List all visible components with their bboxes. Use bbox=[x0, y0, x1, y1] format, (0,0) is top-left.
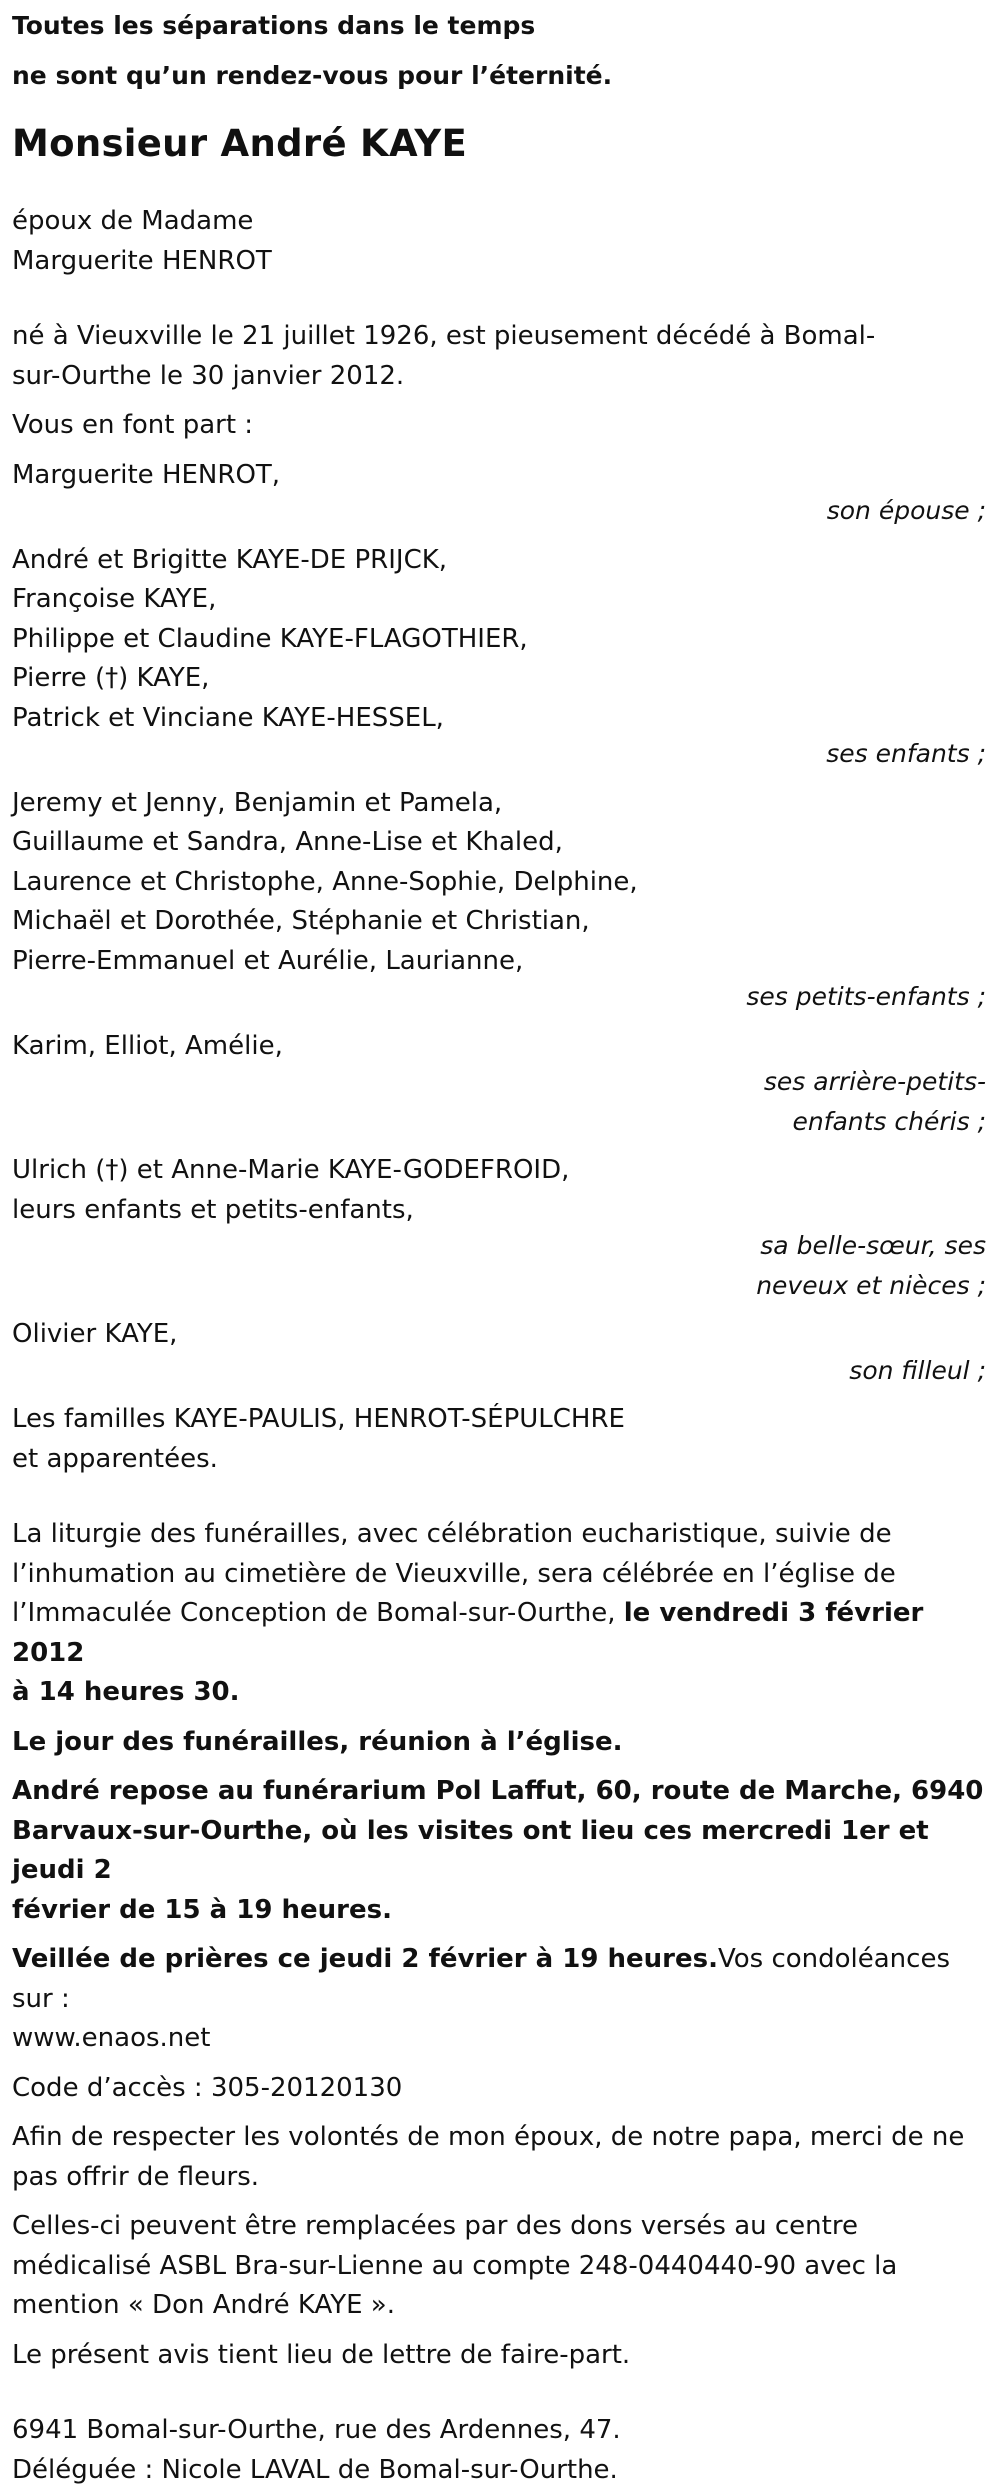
family-group-grandchildren bbox=[12, 784, 986, 1017]
flowers-info bbox=[12, 2118, 986, 2197]
family-group-wife bbox=[12, 456, 986, 531]
text-line: La liturgie des funérailles, avec célébration eucharistique, suivie de bbox=[12, 1515, 986, 1555]
text-line: Les familles KAYE-PAULIS, HENROT-SÉPULCHRE bbox=[12, 1400, 986, 1440]
text-line: février de 15 à 19 heures. bbox=[12, 1891, 986, 1931]
text-line: sur-Ourthe le 30 janvier 2012. bbox=[12, 357, 986, 397]
text-line: André repose au funérarium Pol Laffut, 60, route de Marche, 6940 bbox=[12, 1772, 986, 1812]
family-names: Françoise KAYE, bbox=[12, 580, 986, 620]
text-line bbox=[12, 1594, 986, 1673]
family-names: Karim, Elliot, Amélie, bbox=[12, 1027, 986, 1067]
text-line: Déléguée : Nicole LAVAL de Bomal-sur-Ourthe. bbox=[12, 2451, 986, 2490]
text-line bbox=[12, 1940, 986, 2019]
text-line: l’inhumation au cimetière de Vieuxville, sera célébrée en l’église de bbox=[12, 1555, 986, 1595]
family-names: Olivier KAYE, bbox=[12, 1315, 986, 1355]
announce-line: Vous en font part : bbox=[12, 406, 986, 446]
spouse-info bbox=[12, 202, 986, 281]
family-role: enfants chéris ; bbox=[12, 1102, 986, 1142]
rest-info bbox=[12, 1772, 986, 1930]
access-code: Code d’accès : 305-20120130 bbox=[12, 2069, 986, 2109]
family-names: Guillaume et Sandra, Anne-Lise et Khaled, bbox=[12, 823, 986, 863]
family-names: leurs enfants et petits-enfants, bbox=[12, 1191, 986, 1231]
family-names: Pierre (†) KAYE, bbox=[12, 659, 986, 699]
notice-line: Le présent avis tient lieu de lettre de faire-part. bbox=[12, 2336, 986, 2376]
family-role: ses petits-enfants ; bbox=[12, 977, 986, 1017]
text-line: né à Vieuxville le 21 juillet 1926, est pieusement décédé à Bomal- bbox=[12, 317, 986, 357]
quote-line: ne sont qu’un rendez-vous pour l’éternité. bbox=[12, 50, 986, 100]
family-group-sister-in-law bbox=[12, 1151, 986, 1305]
family-role: sa belle-sœur, ses bbox=[12, 1226, 986, 1266]
vigil-time: Veillée de prières ce jeudi 2 février à 19 heures. bbox=[12, 1944, 718, 1974]
text-line: époux de Madame bbox=[12, 202, 986, 242]
text-line: pas offrir de fleurs. bbox=[12, 2158, 986, 2198]
family-names: Jeremy et Jenny, Benjamin et Pamela, bbox=[12, 784, 986, 824]
text-line: 6941 Bomal-sur-Ourthe, rue des Ardennes, 47. bbox=[12, 2411, 986, 2451]
vigil-info bbox=[12, 1940, 986, 2059]
text-line: médicalisé ASBL Bra-sur-Lienne au compte 248-0440440-90 avec la bbox=[12, 2247, 986, 2287]
family-role: ses arrière-petits- bbox=[12, 1062, 986, 1102]
text-line: Celles-ci peuvent être remplacées par des dons versés au centre bbox=[12, 2207, 986, 2247]
funeral-info bbox=[12, 1515, 986, 1713]
family-group-relatives bbox=[12, 1400, 986, 1479]
text-line: Barvaux-sur-Ourthe, où les visites ont lieu ces mercredi 1er et jeudi 2 bbox=[12, 1812, 986, 1891]
birth-death-info bbox=[12, 317, 986, 396]
family-role: son filleul ; bbox=[12, 1351, 986, 1391]
family-group-children bbox=[12, 541, 986, 774]
condolences-text: Vos condoléances sur : bbox=[12, 1944, 950, 2014]
text-line: et apparentées. bbox=[12, 1440, 986, 1480]
text-line: mention « Don André KAYE ». bbox=[12, 2286, 986, 2326]
family-names: Patrick et Vinciane KAYE-HESSEL, bbox=[12, 699, 986, 739]
donations-info bbox=[12, 2207, 986, 2326]
family-group-godson bbox=[12, 1315, 986, 1390]
family-names: Pierre-Emmanuel et Aurélie, Laurianne, bbox=[12, 942, 986, 982]
family-names: André et Brigitte KAYE-DE PRIJCK, bbox=[12, 541, 986, 581]
family-names: Michaël et Dorothée, Stéphanie et Christian, bbox=[12, 902, 986, 942]
quote-line: Toutes les séparations dans le temps bbox=[12, 0, 986, 50]
address-info bbox=[12, 2411, 986, 2490]
funeral-time: à 14 heures 30. bbox=[12, 1673, 986, 1713]
family-role: neveux et nièces ; bbox=[12, 1266, 986, 1306]
text-line: Afin de respecter les volontés de mon époux, de notre papa, merci de ne bbox=[12, 2118, 986, 2158]
family-role: son épouse ; bbox=[12, 491, 986, 531]
family-names: Ulrich (†) et Anne-Marie KAYE-GODEFROID, bbox=[12, 1151, 986, 1191]
family-role: ses enfants ; bbox=[12, 734, 986, 774]
text-line: Marguerite HENROT bbox=[12, 242, 986, 282]
funeral-date: le vendredi 3 février 2012 bbox=[12, 1598, 923, 1668]
family-names: Marguerite HENROT, bbox=[12, 456, 986, 496]
family-group-great-grandchildren bbox=[12, 1027, 986, 1142]
opening-quote bbox=[12, 0, 986, 100]
condolences-website: www.enaos.net bbox=[12, 2019, 986, 2059]
family-names: Philippe et Claudine KAYE-FLAGOTHIER, bbox=[12, 620, 986, 660]
text-fragment: l’Immaculée Conception de Bomal-sur-Ourthe, bbox=[12, 1598, 624, 1628]
gathering-info: Le jour des funérailles, réunion à l’église. bbox=[12, 1723, 986, 1763]
deceased-name: Monsieur André KAYE bbox=[12, 122, 986, 166]
family-names: Laurence et Christophe, Anne-Sophie, Delphine, bbox=[12, 863, 986, 903]
